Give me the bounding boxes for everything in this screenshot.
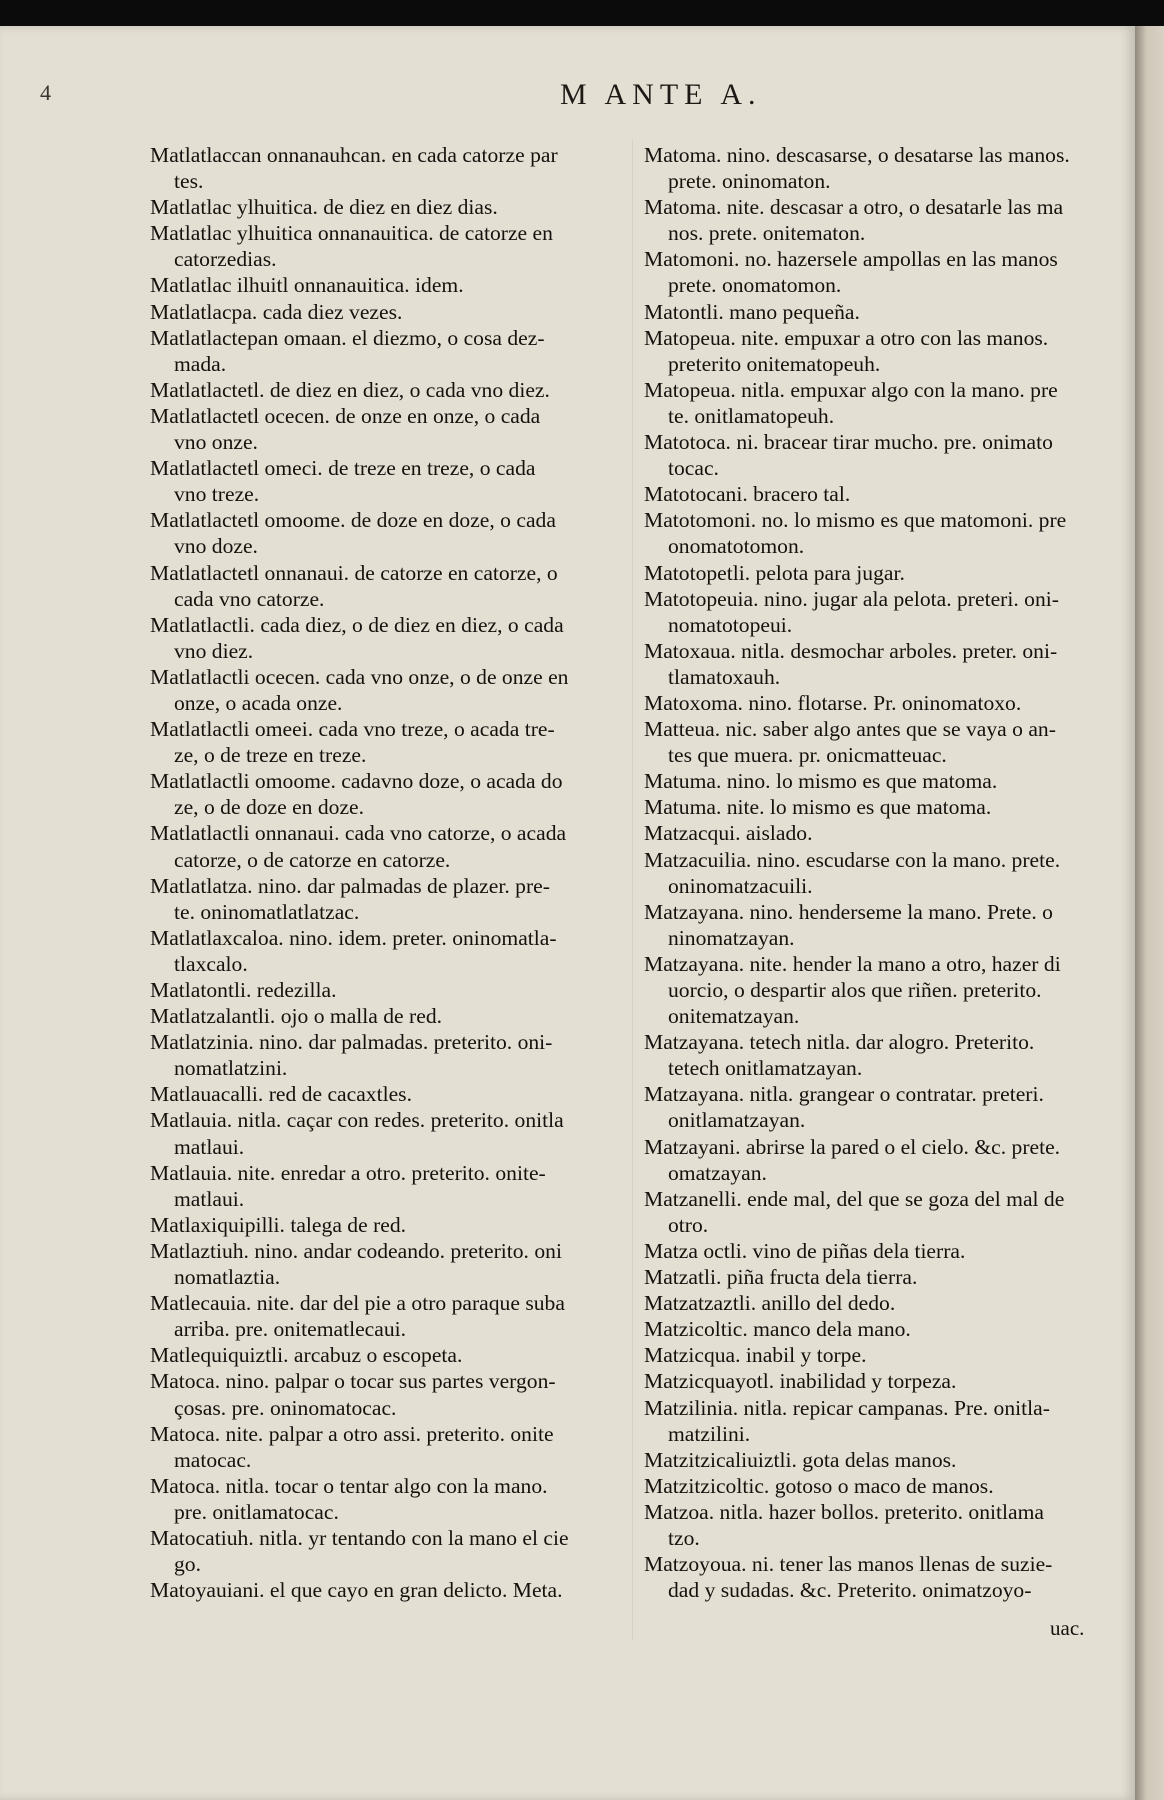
dictionary-line: Matza octli. vino de piñas dela tierra. — [644, 1238, 966, 1263]
folio-mark: 4 — [40, 80, 51, 105]
dictionary-line: Matzicquayotl. inabilidad y torpeza. — [644, 1369, 957, 1394]
dictionary-line: Matlauia. nitla. caçar con redes. preterito. onitla — [150, 1108, 564, 1133]
dictionary-line: Matlatlac ylhuitica. de diez en diez dias. — [150, 195, 498, 220]
dictionary-line: prete. oninomaton. — [668, 169, 831, 194]
dictionary-line: Matzacqui. aislado. — [644, 821, 813, 846]
dictionary-line: Matzitzicaliuiztli. gota delas manos. — [644, 1447, 957, 1472]
dictionary-line: matlaui. — [174, 1186, 245, 1211]
dictionary-line: Matzayani. abrirse la pared o el cielo. &c. prete. — [644, 1134, 1061, 1159]
dictionary-line: Matlauacalli. red de cacaxtles. — [150, 1082, 412, 1107]
dictionary-line: Matzicqua. inabil y torpe. — [644, 1343, 867, 1368]
dictionary-line: matocac. — [174, 1447, 252, 1472]
dictionary-line: Matotoca. ni. bracear tirar mucho. pre. onimato — [644, 430, 1053, 455]
dictionary-line: Matzatli. piña fructa dela tierra. — [644, 1265, 918, 1290]
dictionary-line: matlaui. — [174, 1134, 245, 1159]
dictionary-line: catorzedias. — [174, 247, 277, 272]
dictionary-line: tes que muera. pr. onicmatteuac. — [668, 743, 947, 768]
dictionary-line: ze, o de doze en doze. — [174, 795, 365, 820]
dictionary-line: vno diez. — [174, 638, 254, 663]
dictionary-line: nomatotopeui. — [668, 612, 793, 637]
dictionary-line: Matzayana. nitla. grangear o contratar. preteri. — [644, 1082, 1044, 1107]
dictionary-line: Matlatlactli onnanaui. cada vno catorze, o acada — [150, 821, 567, 846]
dictionary-line: Matoxoma. nino. flotarse. Pr. oninomatoxo. — [644, 690, 1022, 715]
dictionary-line: ze, o de treze en treze. — [174, 743, 367, 768]
dictionary-line: Matomoni. no. hazersele ampollas en las manos — [644, 247, 1058, 272]
dictionary-line: Matlatlactli omoome. cadavno doze, o acada do — [150, 769, 563, 794]
dictionary-line: Matlatlactli. cada diez, o de diez en diez, o cada — [150, 612, 564, 637]
dictionary-line: Matlatlactetl omeci. de treze en treze, o cada — [150, 456, 536, 481]
dictionary-line: preterito onitematopeuh. — [668, 351, 881, 376]
dictionary-line: Matlatlactli ocecen. cada vno onze, o de onze en — [150, 664, 569, 689]
dictionary-line: Matopeua. nitla. empuxar algo con la mano. pre — [644, 377, 1058, 402]
catchword: uac. — [1050, 1616, 1085, 1640]
dictionary-line: Matuma. nite. lo mismo es que matoma. — [644, 795, 992, 820]
running-header: M ANTE A. — [560, 78, 762, 111]
dictionary-line: dad y sudadas. &c. Preterito. onimatzoyo- — [668, 1578, 1032, 1603]
dictionary-line: otro. — [668, 1212, 709, 1237]
dictionary-line: tes. — [174, 169, 204, 194]
dictionary-line: Matlatlactepan omaan. el diezmo, o cosa dez- — [150, 325, 545, 350]
dictionary-line: mada. — [174, 351, 227, 376]
dictionary-line: Matzitzicoltic. gotoso o maco de manos. — [644, 1473, 994, 1498]
dictionary-line: Matoca. nino. palpar o tocar sus partes vergon- — [150, 1369, 556, 1394]
dictionary-line: go. — [174, 1552, 201, 1577]
dictionary-line: Matlecauia. nite. dar del pie a otro paraque suba — [150, 1291, 565, 1316]
dictionary-line: uorcio, o despartir alos que riñen. preterito. — [668, 978, 1042, 1002]
dictionary-line: Matotocani. bracero tal. — [644, 482, 851, 507]
dictionary-line: Matlatlaccan onnanauhcan. en cada catorze par — [150, 143, 558, 167]
dictionary-line: prete. onomatomon. — [668, 273, 842, 298]
dictionary-line: catorze, o de catorze en catorze. — [174, 847, 451, 872]
dictionary-line: Matotopeuia. nino. jugar ala pelota. preteri. oni- — [644, 586, 1059, 611]
dictionary-line: vno doze. — [174, 534, 258, 559]
dictionary-line: Matlatlac ilhuitl onnanauitica. idem. — [150, 273, 464, 298]
dictionary-line: Matzayana. tetech nitla. dar alogro. Preterito. — [644, 1030, 1035, 1055]
dictionary-line: Matlatlac ylhuitica onnanauitica. de catorze en — [150, 221, 553, 246]
dictionary-line: nos. prete. onitematon. — [668, 221, 866, 246]
dictionary-line: onitlamatzayan. — [668, 1108, 806, 1133]
dictionary-line: Matlatlatza. nino. dar palmadas de plazer. pre- — [150, 873, 550, 898]
dictionary-line: omatzayan. — [668, 1160, 767, 1185]
dictionary-line: Matzanelli. ende mal, del que se goza del mal de — [644, 1186, 1065, 1211]
dictionary-line: onitematzayan. — [668, 1004, 800, 1029]
dictionary-line: Matlatlactetl ocecen. de onze en onze, o cada — [150, 403, 541, 428]
dictionary-line: Matzoa. nitla. hazer bollos. preterito. onitlama — [644, 1499, 1044, 1524]
dictionary-line: te. onitlamatopeuh. — [668, 403, 835, 428]
dictionary-line: Matzicoltic. manco dela mano. — [644, 1317, 911, 1342]
dictionary-line: tocac. — [668, 456, 719, 481]
dictionary-line: Matlatzinia. nino. dar palmadas. preterito. oni- — [150, 1030, 553, 1055]
dictionary-line: Matzatzaztli. anillo del dedo. — [644, 1291, 896, 1316]
dictionary-line: tetech onitlamatzayan. — [668, 1056, 863, 1081]
dictionary-line: Matlatlactetl onnanaui. de catorze en catorze, o — [150, 560, 558, 585]
left-column — [150, 142, 620, 1603]
dictionary-line: te. oninomatlatlatzac. — [174, 899, 360, 924]
dictionary-line: çosas. pre. oninomatocac. — [174, 1395, 397, 1420]
dictionary-line: Matlaztiuh. nino. andar codeando. preterito. oni — [150, 1238, 562, 1263]
dictionary-line: Matoma. nite. descasar a otro, o desatarle las ma — [644, 195, 1064, 220]
dictionary-line: nomatlaztia. — [174, 1265, 281, 1290]
dictionary-line: Matuma. nino. lo mismo es que matoma. — [644, 769, 998, 794]
dictionary-line: ninomatzayan. — [668, 925, 795, 950]
dictionary-line: onze, o acada onze. — [174, 690, 343, 715]
dictionary-line: vno onze. — [174, 430, 258, 455]
dictionary-line: tlamatoxauh. — [668, 664, 781, 689]
dictionary-line: Matoma. nino. descasarse, o desatarse las manos. — [644, 143, 1070, 167]
dictionary-line: matzilini. — [668, 1421, 751, 1446]
dictionary-line: Matopeua. nite. empuxar a otro con las manos. — [644, 325, 1049, 350]
right-column — [644, 142, 1114, 1603]
dictionary-line: Matzoyoua. ni. tener las manos llenas de suzie- — [644, 1552, 1053, 1577]
dictionary-line: Matlaxiquipilli. talega de red. — [150, 1212, 407, 1237]
dictionary-line: vno treze. — [174, 482, 260, 507]
dictionary-line: Matlatlacpa. cada diez vezes. — [150, 299, 403, 324]
dictionary-line: Matlatlactli omeei. cada vno treze, o acada tre- — [150, 717, 555, 742]
dictionary-line: Matlatlactetl omoome. de doze en doze, o cada — [150, 508, 556, 533]
dictionary-line: pre. onitlamatocac. — [174, 1499, 339, 1524]
dictionary-line: Matoxaua. nitla. desmochar arboles. preter. oni- — [644, 638, 1058, 663]
dictionary-line: oninomatzacuili. — [668, 873, 813, 898]
dictionary-line: Matzilinia. nitla. repicar campanas. Pre. onitla- — [644, 1395, 1050, 1420]
facing-page-edge — [1135, 26, 1164, 1800]
dictionary-line: Matlatlaxcaloa. nino. idem. preter. oninomatla- — [150, 925, 557, 950]
dictionary-line: Matzayana. nite. hender la mano a otro, hazer di — [644, 951, 1061, 976]
dictionary-line: Matoca. nitla. tocar o tentar algo con la mano. — [150, 1473, 548, 1498]
dictionary-line: Matlauia. nite. enredar a otro. preterito. onite- — [150, 1160, 546, 1185]
dictionary-line: Matlequiquiztli. arcabuz o escopeta. — [150, 1343, 463, 1368]
dictionary-line: cada vno catorze. — [174, 586, 325, 611]
dictionary-line: Matlatlactetl. de diez en diez, o cada vno diez. — [150, 377, 550, 402]
dictionary-line: tzo. — [668, 1525, 700, 1550]
dictionary-line: Matoyauiani. el que cayo en gran delicto. Meta. — [150, 1578, 563, 1603]
dictionary-line: Matoca. nite. palpar a otro assi. preterito. onite — [150, 1421, 554, 1446]
dictionary-line: arriba. pre. onitematlecaui. — [174, 1317, 407, 1342]
dictionary-line: Matocatiuh. nitla. yr tentando con la mano el cie — [150, 1525, 569, 1550]
dictionary-line: Matotopetli. pelota para jugar. — [644, 560, 905, 585]
dictionary-line: Matzacuilia. nino. escudarse con la mano. prete. — [644, 847, 1061, 872]
dictionary-line: Matotomoni. no. lo mismo es que matomoni. pre — [644, 508, 1067, 533]
dictionary-line: tlaxcalo. — [174, 951, 248, 976]
dictionary-line: nomatlatzini. — [174, 1056, 288, 1081]
dictionary-line: Matlatontli. redezilla. — [150, 978, 337, 1002]
dictionary-line: onomatotomon. — [668, 534, 805, 559]
dictionary-line: Matlatzalantli. ojo o malla de red. — [150, 1004, 443, 1029]
dictionary-line: Matzayana. nino. henderseme la mano. Prete. o — [644, 899, 1053, 924]
dictionary-line: Matontli. mano pequeña. — [644, 299, 860, 324]
column-gutter — [632, 140, 633, 1640]
dictionary-line: Matteua. nic. saber algo antes que se vaya o an- — [644, 717, 1056, 742]
